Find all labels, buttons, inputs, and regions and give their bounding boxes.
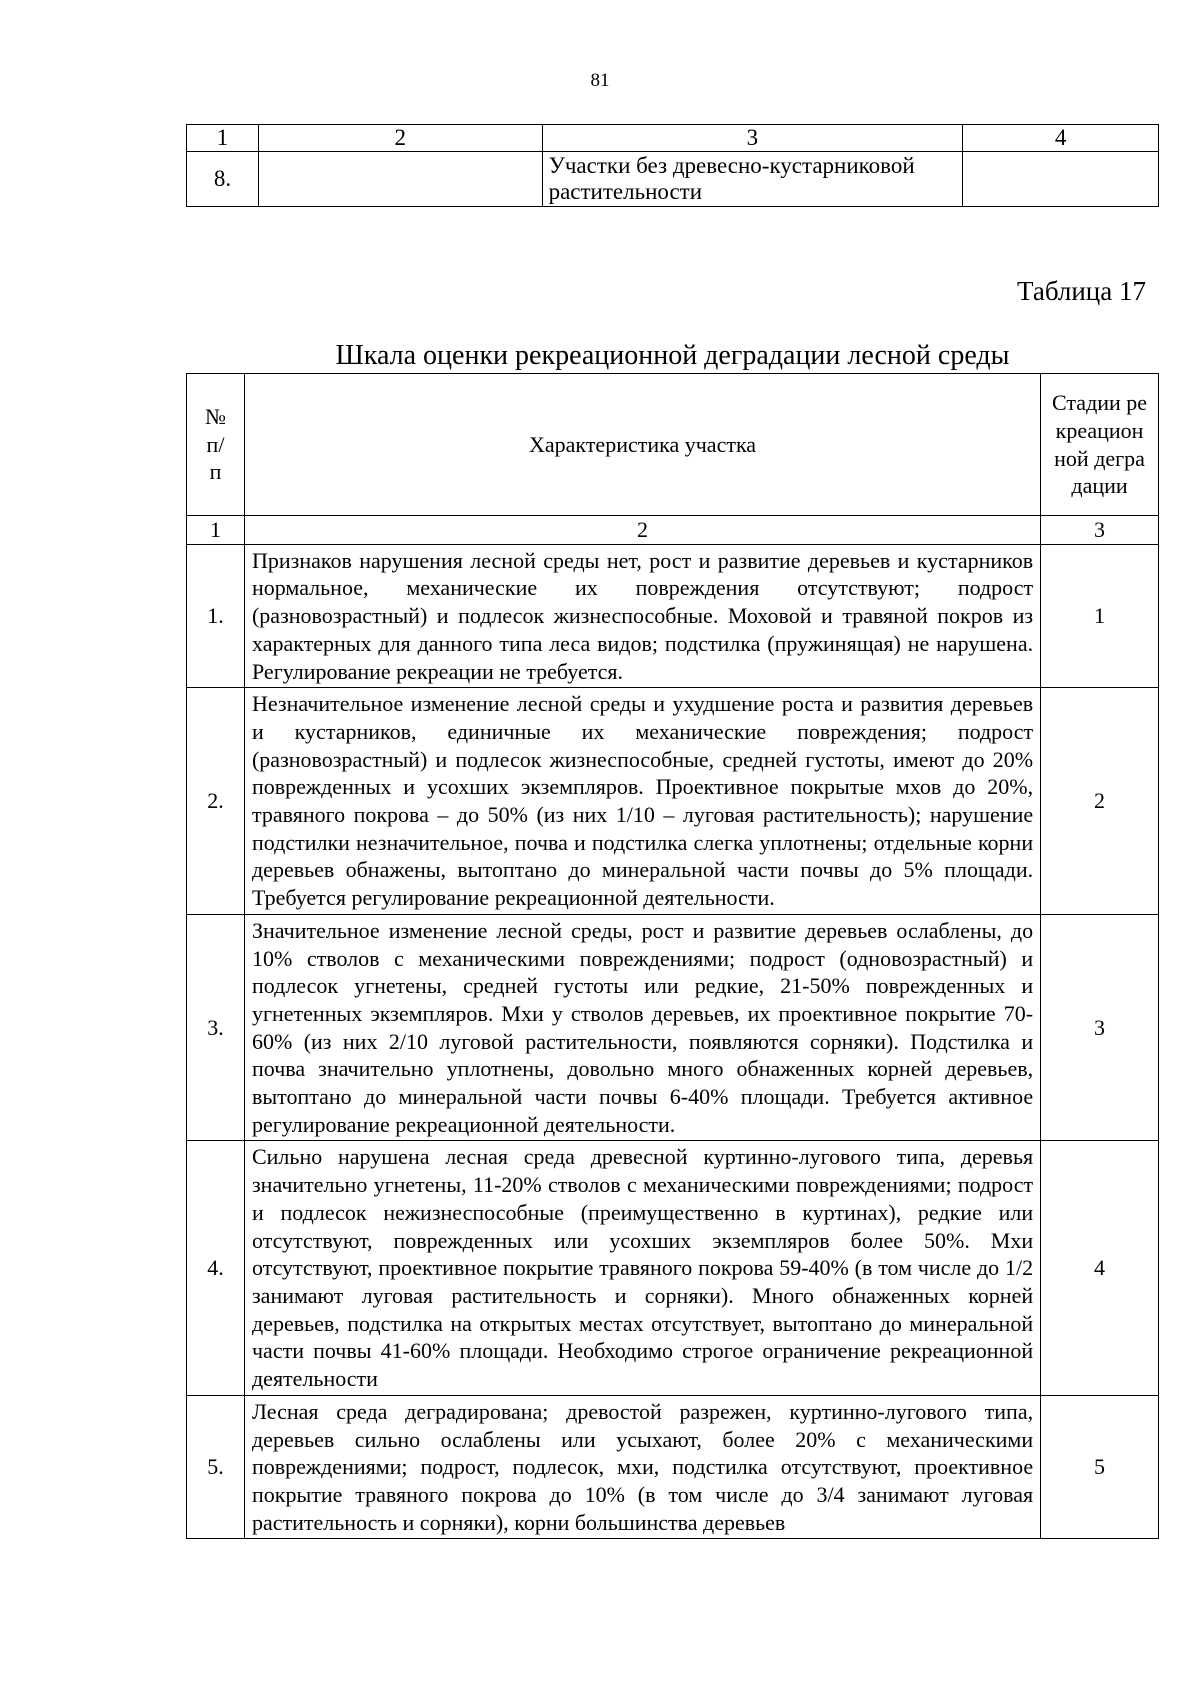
prev-row-num: 8.	[187, 152, 259, 207]
table-row	[187, 688, 1159, 915]
prev-table-row	[187, 152, 1159, 207]
table-row	[187, 914, 1159, 1141]
previous-table-continuation	[186, 124, 1159, 207]
row-stage: 2	[1041, 688, 1159, 915]
col-number-1: 1	[187, 516, 245, 545]
row-num: 1.	[187, 544, 245, 688]
row-num: 2.	[187, 688, 245, 915]
table-row	[187, 544, 1159, 688]
header-stage: Стадии рекреационной деградации	[1041, 374, 1159, 516]
header-desc: Характеристика участка	[244, 374, 1040, 516]
prev-col-number-1: 1	[187, 125, 259, 152]
col-number-2: 2	[244, 516, 1040, 545]
row-description: Лесная среда деградирована; древостой разрежен, куртинно-лугового типа, деревьев сильно ослаблены или усыхают, более 20% с механическими повреждениями; подрост, подлесок, мхи, подстилка отсутствуют, проективное покрытие травяного покрова до 10% (в том числе до 3/4 занимают луговая растительность и сорняки), корни большинства деревьев	[244, 1395, 1040, 1539]
row-stage: 3	[1041, 914, 1159, 1141]
prev-table-header-row	[187, 125, 1159, 152]
row-num: 5.	[187, 1395, 245, 1539]
row-stage: 5	[1041, 1395, 1159, 1539]
prev-row-col2	[258, 152, 542, 207]
table-title: Шкала оценки рекреационной деградации лесной среды	[335, 340, 1010, 371]
col-number-row	[187, 516, 1159, 545]
prev-row-col4	[963, 152, 1159, 207]
col-number-3: 3	[1041, 516, 1159, 545]
row-num: 3.	[187, 914, 245, 1141]
row-description: Значительное изменение лесной среды, рост и развитие деревьев ослаблены, до 10% стволов с механическими повреждениями; подрост (одновозрастный) и подлесок угнетены, средней густоты или редкие, 21-50% поврежденных и угнетенных экземпляров. Мхи у стволов деревьев, их проективное покрытие 70-60% (из них 2/10 луговой растительности, появляются сорняки). Подстилка и почва значительно уплотнены, довольно много обнаженных корней деревьев, вытоптано до минеральной части почвы 6-40% площади. Требуется активное регулирование рекреационной деятельности.	[244, 914, 1040, 1141]
degradation-scale-table	[186, 373, 1159, 1539]
prev-col-number-4: 4	[963, 125, 1159, 152]
table-row	[187, 1395, 1159, 1539]
row-stage: 4	[1041, 1141, 1159, 1395]
prev-col-number-3: 3	[542, 125, 963, 152]
table-row	[187, 1141, 1159, 1395]
row-description: Сильно нарушена лесная среда древесной куртинно-лугового типа, деревья значительно угнетены, 11-20% стволов с механическими повреждениями; подрост и подлесок нежизнеспособные (преимущественно в куртинах), редкие или отсутствуют, поврежденных или усохших экземпляров более 50%. Мхи отсутствуют, проективное покрытие травяного покрова 59-40% (в том числе до 1/2 занимают луговая растительность и сорняки). Много обнаженных корней деревьев, подстилка на открытых местах отсутствует, вытоптано до минеральной части почвы 41-60% площади. Необходимо строгое ограничение рекреационной деятельности	[244, 1141, 1040, 1395]
row-description: Незначительное изменение лесной среды и ухудшение роста и развития деревьев и кустарников, единичные их механические повреждения; подрост (разновозрастный) и подлесок жизнеспособные, средней густоты, имеют до 20% поврежденных и усохших экземпляров. Проективное покрытые мхов до 20%, травяного покрова – до 50% (из них 1/10 – луговая растительность); нарушение подстилки незначительное, почва и подстилка слегка уплотнены; отдельные корни деревьев обнажены, вытоптано до минеральной части почвы до 5% площади. Требуется регулирование рекреационной деятельности.	[244, 688, 1040, 915]
table-caption: Таблица 17	[1017, 276, 1146, 306]
prev-col-number-2: 2	[258, 125, 542, 152]
row-stage: 1	[1041, 544, 1159, 688]
table-header-row	[187, 374, 1159, 516]
row-description: Признаков нарушения лесной среды нет, рост и развитие деревьев и кустарников нормальное, механические их повреждения отсутствуют; подрост (разновозрастный) и подлесок жизнеспособные. Моховой и травяной покров из характерных для данного типа леса видов; подстилка (пружинящая) не нарушена. Регулирование рекреации не требуется.	[244, 544, 1040, 688]
page-number: 81	[590, 70, 610, 91]
header-num: № п/п	[187, 374, 245, 516]
row-num: 4.	[187, 1141, 245, 1395]
prev-row-col3: Участки без древесно-кустарниковой растительности	[542, 152, 963, 207]
